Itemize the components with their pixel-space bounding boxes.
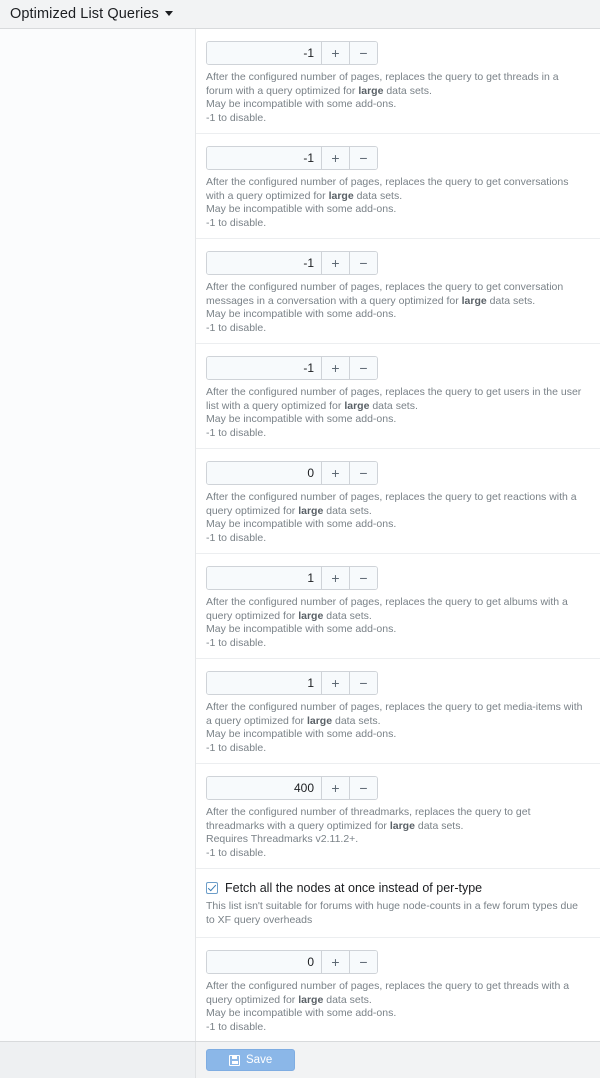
setting-body [196,146,600,230]
section-header[interactable] [0,0,600,29]
increment-button[interactable]: + [321,252,349,274]
setting-hint: After the configured number of pages, replaces the query to get conversation messages in a conversation with a query optimized for large data sets. May be incompatible with some add-ons. -1 to disable. [206,281,564,334]
number-input[interactable] [207,672,321,694]
setting-row [196,239,600,344]
setting-body [196,461,600,545]
form-column [196,29,600,1041]
setting-body [196,356,600,440]
setting-row [196,659,600,764]
decrement-button[interactable]: − [349,951,377,973]
setting-row [196,764,600,869]
decrement-button[interactable]: − [349,567,377,589]
setting-row [196,134,600,239]
number-stepper[interactable] [206,146,378,170]
number-input[interactable] [207,42,321,64]
setting-hint: After the configured number of pages, replaces the query to get threads in a forum with a query optimized for large data sets. May be incompatible with some add-ons. -1 to disable. [206,71,559,124]
setting-row-fetch-all-nodes[interactable] [196,869,600,938]
setting-hint: After the configured number of pages, replaces the query to get reactions with a query optimized for large data sets. May be incompatible with some add-ons. -1 to disable. [206,491,577,544]
number-input[interactable] [207,567,321,589]
setting-row [196,554,600,659]
setting-body [196,950,600,1034]
increment-button[interactable]: + [321,777,349,799]
setting-hint: After the configured number of pages, replaces the query to get media-items with a query optimized for large data sets. May be incompatible with some add-ons. -1 to disable. [206,701,583,754]
increment-button[interactable]: + [321,42,349,64]
setting-hint: After the configured number of pages, replaces the query to get albums with a query optimized for large data sets. May be incompatible with some add-ons. -1 to disable. [206,596,568,649]
setting-body [196,671,600,755]
page-title: Optimized List Queries [10,6,159,22]
increment-button[interactable]: + [321,462,349,484]
number-stepper[interactable] [206,671,378,695]
increment-button[interactable]: + [321,147,349,169]
setting-hint: After the configured number of threadmarks, replaces the query to get threadmarks with a query optimized for large data sets. Requires Threadmarks v2.11.2+. -1 to disable. [206,806,531,859]
decrement-button[interactable]: − [349,777,377,799]
increment-button[interactable]: + [321,567,349,589]
number-input[interactable] [207,147,321,169]
save-button-label: Save [246,1054,273,1066]
number-stepper[interactable] [206,41,378,65]
increment-button[interactable]: + [321,672,349,694]
label-column [0,29,196,1041]
form-rows [196,29,600,1041]
setting-row [196,449,600,554]
setting-hint: After the configured number of pages, replaces the query to get conversations with a query optimized for large data sets. May be incompatible with some add-ons. -1 to disable. [206,176,569,229]
setting-body [196,776,600,860]
number-input[interactable] [207,252,321,274]
number-input[interactable] [207,462,321,484]
checkbox-label: Fetch all the nodes at once instead of per-type [225,881,483,895]
decrement-button[interactable]: − [349,252,377,274]
setting-body [196,566,600,650]
number-input[interactable] [207,777,321,799]
setting-hint: After the configured number of pages, replaces the query to get users in the user list with a query optimized for large data sets. May be incompatible with some add-ons. -1 to disable. [206,386,582,439]
setting-body [196,251,600,335]
setting-hint: After the configured number of pages, replaces the query to get threads with a query optimized for large data sets. May be incompatible with some add-ons. -1 to disable. [206,980,570,1033]
setting-row [196,29,600,134]
decrement-button[interactable]: − [349,672,377,694]
increment-button[interactable]: + [321,951,349,973]
footer-spacer [0,1042,196,1078]
checkbox-hint: This list isn't suitable for forums with huge node-counts in a few forum types due to XF query overheads [206,900,579,926]
number-stepper[interactable] [206,251,378,275]
form-footer [0,1041,600,1078]
footer-actions [196,1049,600,1071]
caret-down-icon[interactable] [165,11,173,16]
decrement-button[interactable]: − [349,42,377,64]
number-input[interactable] [207,951,321,973]
number-stepper[interactable] [206,950,378,974]
setting-row [196,938,600,1041]
setting-body [196,41,600,125]
checkbox-line[interactable] [206,881,588,895]
save-button[interactable] [206,1049,295,1071]
settings-body [0,29,600,1041]
save-disk-icon [229,1055,240,1066]
number-input[interactable] [207,357,321,379]
increment-button[interactable]: + [321,357,349,379]
number-stepper[interactable] [206,566,378,590]
setting-row [196,344,600,449]
number-stepper[interactable] [206,461,378,485]
decrement-button[interactable]: − [349,462,377,484]
decrement-button[interactable]: − [349,357,377,379]
checkbox-checked-icon[interactable] [206,882,218,894]
number-stepper[interactable] [206,776,378,800]
decrement-button[interactable]: − [349,147,377,169]
number-stepper[interactable] [206,356,378,380]
